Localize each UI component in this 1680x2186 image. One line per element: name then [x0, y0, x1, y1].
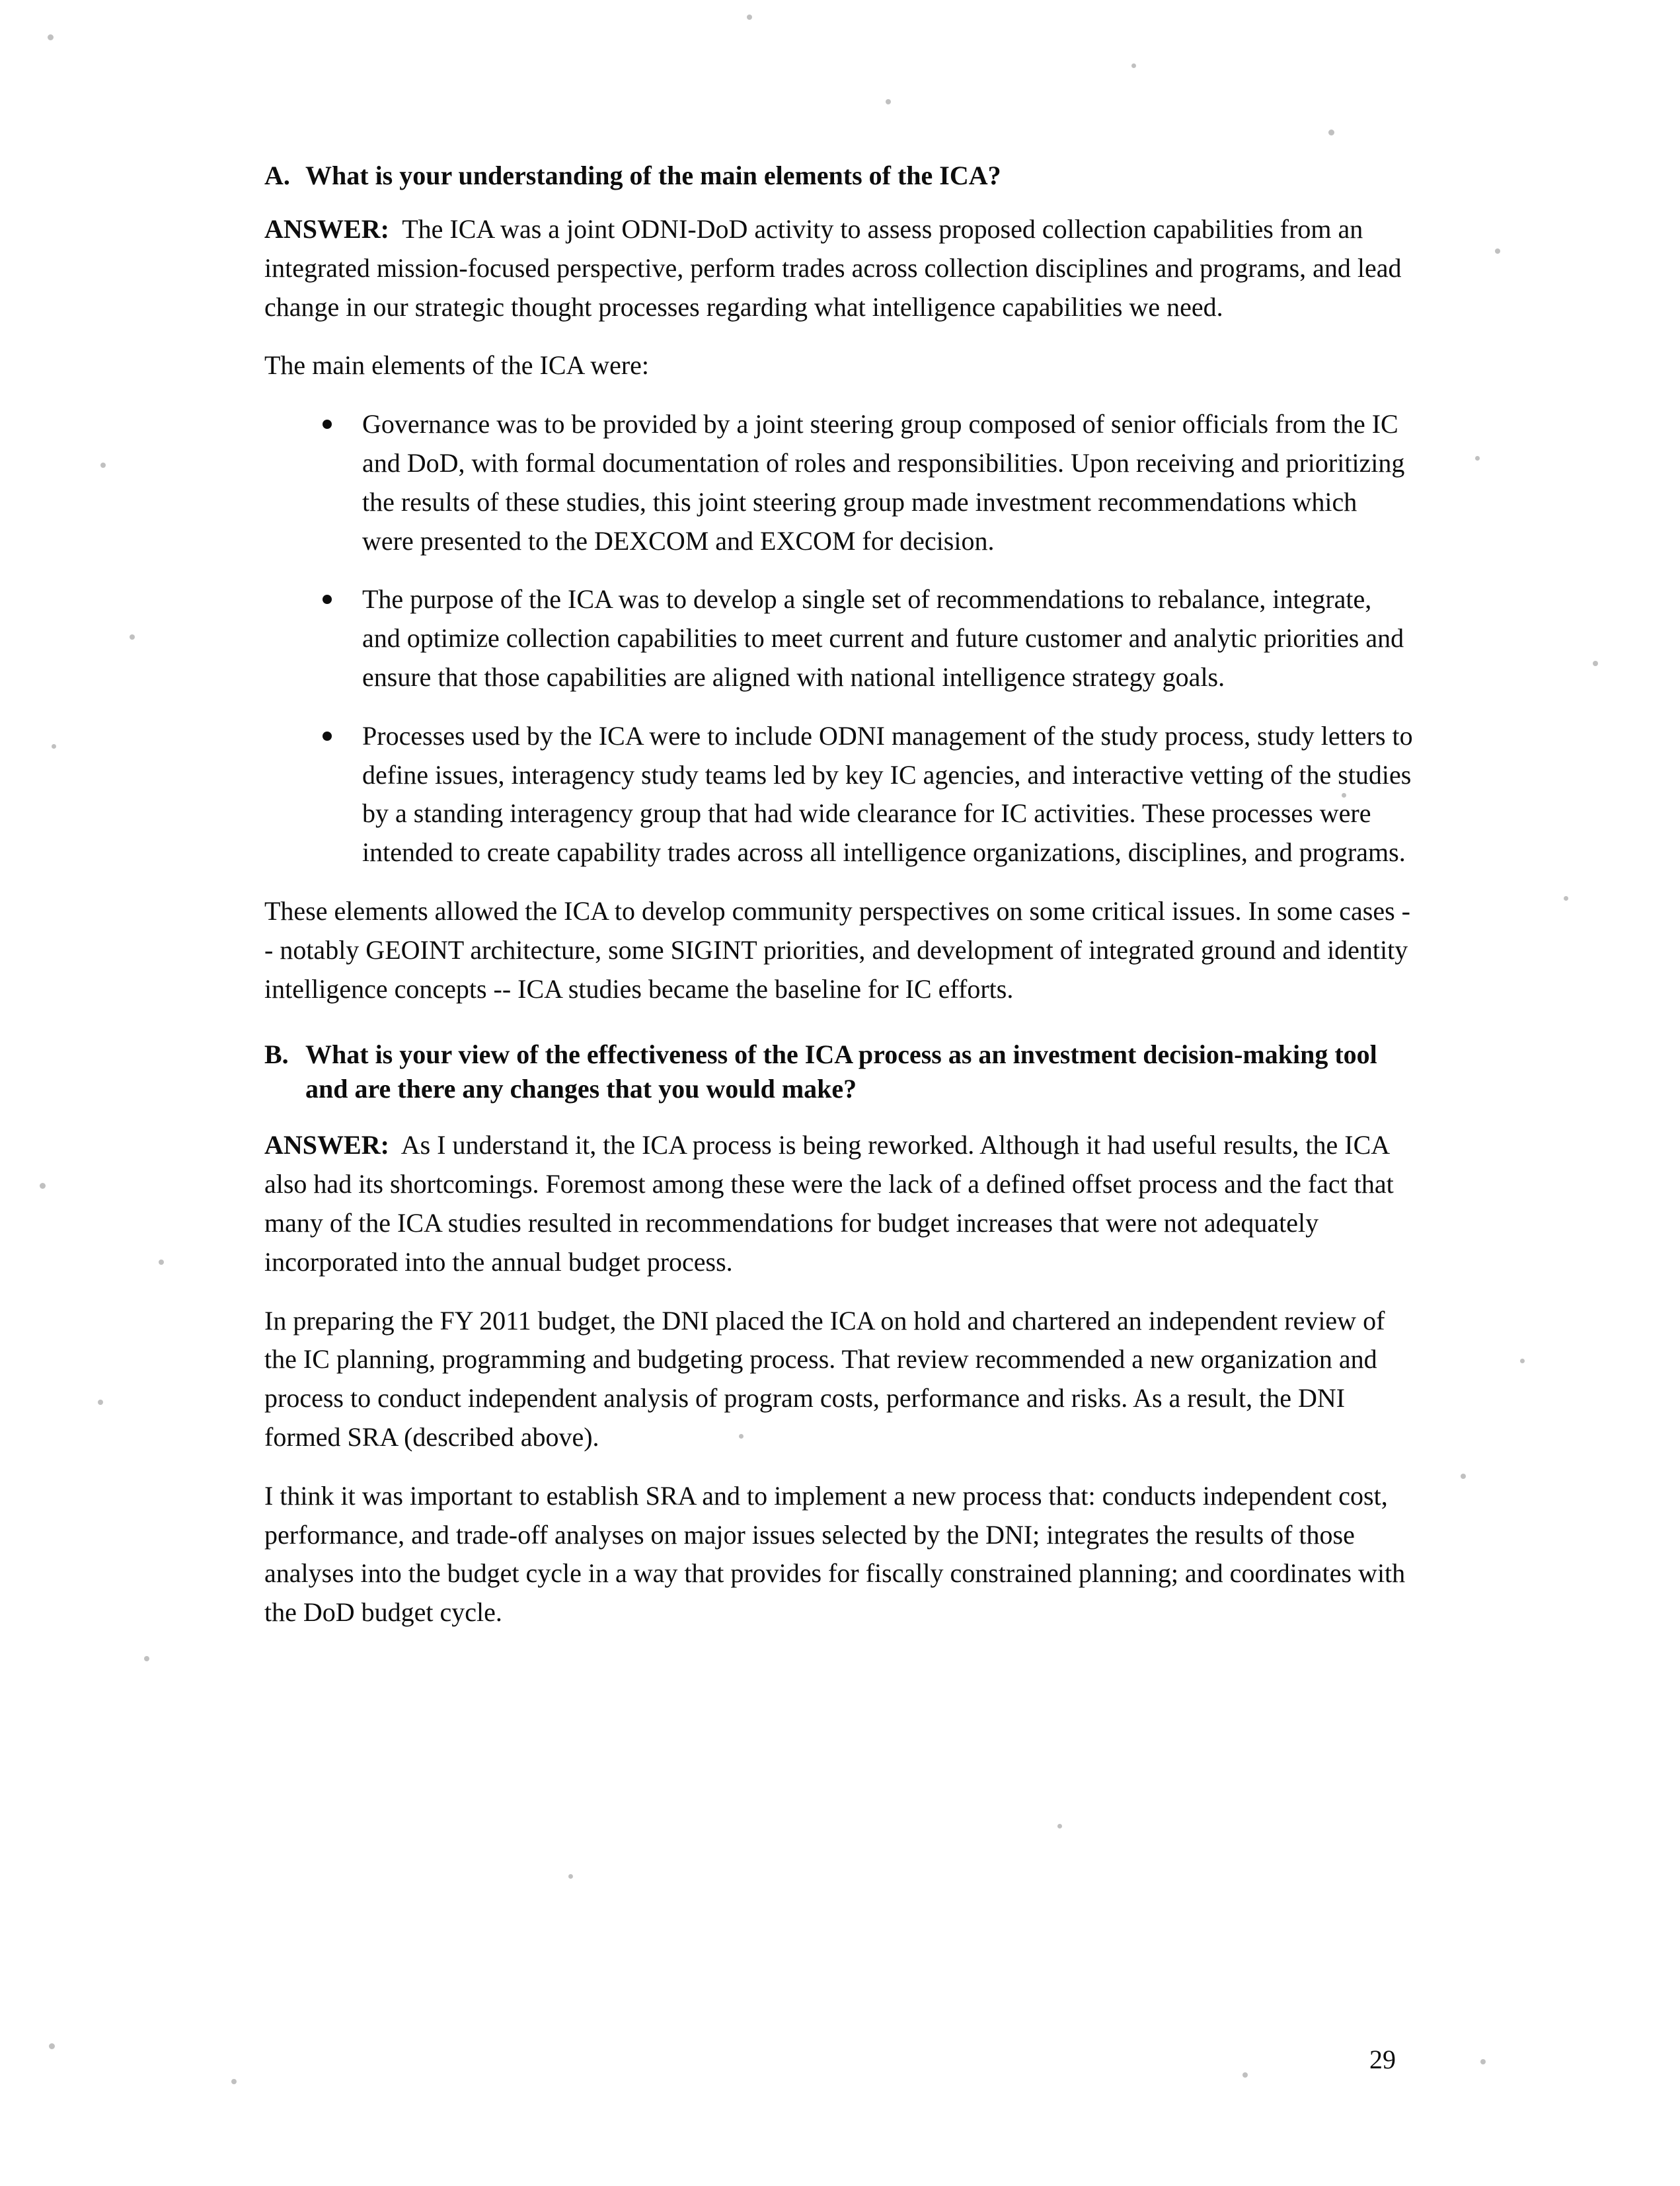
scan-speckle [1242, 2072, 1248, 2078]
question-a-heading [264, 159, 1414, 193]
bullet-dot-icon [323, 595, 332, 604]
question-a-intro: The main elements of the ICA were: [264, 350, 650, 381]
question-b-answer [264, 1126, 1414, 1281]
scan-speckle [144, 1656, 149, 1661]
list-item [264, 717, 1414, 872]
document-body [264, 159, 1414, 1652]
scan-speckle [1131, 63, 1136, 68]
list-item-text: Governance was to be provided by a joint steering group composed of senior officials from the IC and DoD, with formal documentation of roles and responsibilities. Upon receiving and prioritizing the results of these studies, this joint steering group made investment recommendations which were presented to the DEXCOM and EXCOM for decision. [362, 409, 1405, 556]
scan-speckle [40, 1183, 46, 1189]
scan-speckle [49, 2043, 55, 2049]
question-a-letter: A. [264, 161, 290, 190]
scan-speckle [747, 15, 752, 20]
question-a-text: What is your understanding of the main elements of the ICA? [305, 161, 1001, 190]
scan-speckle [1461, 1474, 1466, 1479]
scan-speckle [886, 99, 891, 104]
scan-speckle [52, 744, 56, 749]
page-number: 29 [1369, 2045, 1396, 2074]
answer-text-a: The ICA was a joint ODNI-DoD activity to assess proposed collection capabilities from an integrated mission-focused perspective, perform trades across collection disciplines and programs, and lead change in our strategic thought processes regarding what intelligence capabilities we need. [264, 214, 1402, 322]
scan-speckle [1480, 2059, 1486, 2064]
answer-text-b: As I understand it, the ICA process is being reworked. Although it had useful results, the ICA also had its shortcomings. Foremost among these were the lack of a defined offset process and the fact that many of the ICA studies resulted in recommendations for budget increases that were not adequately incorporated into the annual budget process. [264, 1130, 1394, 1277]
question-b-paragraph-3: I think it was important to establish SRA and to implement a new process that: conducts independent cost, performance, and trade-off analyses on major issues selected by the DNI; integrates the results of those analyses into the budget cycle in a way that provides for fiscally constrained planning; and coordinates with the DoD budget cycle. [264, 1480, 1406, 1628]
scan-speckle [130, 634, 135, 640]
question-b-paragraph-2: In preparing the FY 2011 budget, the DNI placed the ICA on hold and chartered an independent review of the IC planning, programming and budgeting process. That review recommended a new organization and process to conduct independent analysis of program costs, performance and risks. As a result, the DNI formed SRA (described above). [264, 1305, 1385, 1452]
list-item-text: Processes used by the ICA were to include ODNI management of the study process, study letters to define issues, interagency study teams led by key IC agencies, and interactive vetting of the studies by a standing interagency group that had wide clearance for IC activities. These processes were intended to create capability trades across all intelligence organizations, disciplines, and programs. [362, 720, 1413, 868]
scan-speckle [48, 34, 54, 40]
list-item [264, 405, 1414, 560]
scan-speckle [98, 1400, 103, 1405]
question-b-letter: B. [264, 1039, 289, 1070]
question-a-closing: These elements allowed the ICA to develop community perspectives on some critical issues. In some cases -- notably GEOINT architecture, some SIGINT priorities, and development of integrated ground and identity intelligence concepts -- ICA studies became the baseline for IC efforts. [264, 895, 1410, 1004]
scan-speckle [1495, 248, 1500, 254]
scan-speckle [1475, 456, 1480, 461]
scan-speckle [1520, 1359, 1525, 1363]
answer-label-a: ANSWER: [264, 214, 389, 244]
question-a-answer [264, 210, 1414, 326]
question-a-bullet-list [264, 405, 1414, 872]
scan-speckle [159, 1260, 164, 1265]
scan-speckle [1593, 661, 1598, 666]
list-item-text: The purpose of the ICA was to develop a single set of recommendations to rebalance, integrate, and optimize collection capabilities to meet current and future customer and analytic priorities and ensure that those capabilities are aligned with national intelligence strategy goals. [362, 584, 1404, 692]
answer-label-b: ANSWER: [264, 1130, 389, 1160]
question-b-heading [264, 1037, 1414, 1106]
scan-speckle [1328, 130, 1334, 135]
bullet-dot-icon [323, 420, 332, 429]
question-b-text: What is your view of the effectiveness of the ICA process as an investment decision-making tool and are there any changes that you would make? [305, 1039, 1377, 1104]
scan-speckle [1564, 896, 1568, 901]
scan-speckle [568, 1874, 573, 1879]
scan-speckle [1057, 1824, 1062, 1828]
bullet-dot-icon [323, 732, 332, 741]
list-item [264, 580, 1414, 697]
scan-speckle [100, 463, 106, 468]
scan-speckle [231, 2079, 237, 2084]
